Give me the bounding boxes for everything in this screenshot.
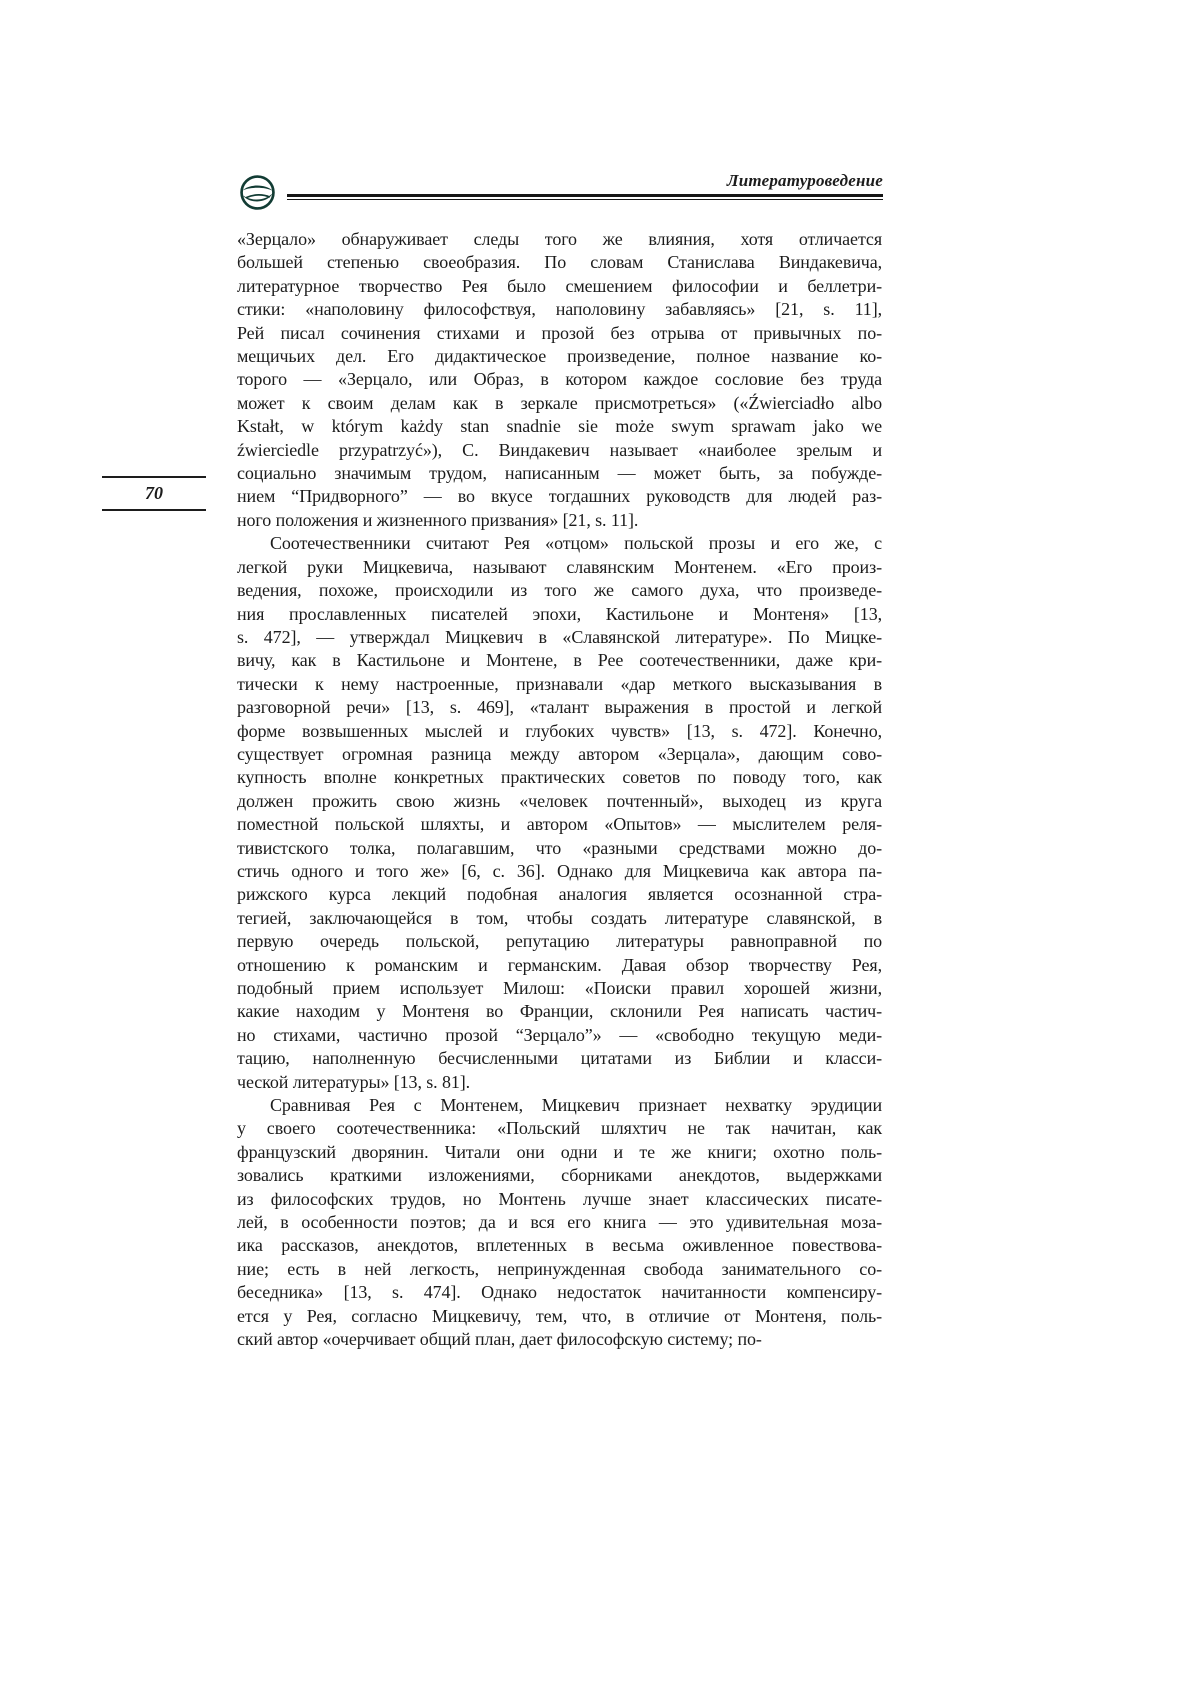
text-line: ика рассказов, анекдотов, вплетенных в весьма оживленное повествова-: [237, 1235, 882, 1256]
text-line: торого — «Зерцало, или Образ, в котором каждое сословие без труда: [237, 369, 882, 390]
text-line: тегией, заключающейся в том, чтобы создать литературе славянской, в: [237, 907, 882, 928]
header-rule-area: [287, 170, 883, 200]
text-line: тацию, наполненную бесчисленными цитатами из Библии и класси-: [237, 1048, 882, 1069]
paragraph: [237, 1094, 882, 1351]
text-line: ется у Рея, согласно Мицкевичу, тем, что, в отличие от Монтеня, поль-: [237, 1305, 882, 1326]
text-line: купность вполне конкретных практических советов по поводу того, как: [237, 767, 882, 788]
text-line: первую очередь польской, репутацию литературы равноправной по: [237, 931, 882, 952]
text-line: Соотечественники считают Рея «отцом» польской прозы и его же, с: [270, 533, 882, 554]
journal-logo-icon: [239, 174, 276, 211]
text-line: форме возвышенных мыслей и глубоких чувств» [13, s. 472]. Конечно,: [237, 720, 882, 741]
text-line: у своего соотечественника: «Польский шляхтич не так начитан, как: [237, 1118, 882, 1139]
header-rule: [287, 194, 883, 200]
text-line: французский дворянин. Читали они одни и те же книги; охотно поль-: [237, 1141, 882, 1162]
text-line: «Зерцало» обнаруживает следы того же влияния, хотя отличается: [237, 229, 882, 249]
text-line: ного положения и жизненного призвания» [21, s. 11].: [237, 509, 639, 530]
text-line: литературное творчество Рея было смешением философии и беллетри-: [237, 275, 882, 296]
text-line: но стихами, частично прозой “Зерцало”» — «свободно текущую меди-: [237, 1024, 882, 1045]
text-line: поместной польской шляхты, и автором «Опытов» — мыслителем реля-: [237, 814, 882, 835]
text-column: [237, 228, 882, 1352]
text-line: подобный прием использует Милош: «Поиски правил хорошей жизни,: [237, 978, 882, 998]
text-line: Kstałt, w którym każdy stan snadnie sie może swym sprawam jako we: [237, 416, 882, 437]
text-line: существует огромная разница между автором «Зерцала», дающим сово-: [237, 743, 882, 764]
text-line: беседника» [13, s. 474]. Однако недостаток начитанности компенсиру-: [237, 1282, 882, 1303]
running-head: Литературоведение: [726, 171, 883, 190]
text-line: Сравнивая Рея с Монтенем, Мицкевич признает нехватку эрудиции: [270, 1095, 882, 1116]
text-line: большей степенью своеобразия. По словам Станислава Виндакевича,: [237, 252, 882, 273]
text-line: из философских трудов, но Монтень лучше знает классических писате-: [237, 1188, 882, 1209]
text-line: социально значимым трудом, написанным — может быть, за побужде-: [237, 463, 882, 484]
text-line: лей, в особенности поэтов; да и вся его книга — это удивительная моза-: [237, 1212, 882, 1233]
text-line: ния прославленных писателей эпохи, Кастильоне и Монтеня» [13,: [237, 603, 882, 624]
text-line: мещичьих дел. Его дидактическое произведение, полное название ко-: [237, 346, 882, 367]
text-line: ческой литературы» [13, s. 81].: [237, 1071, 471, 1092]
page-header: [237, 170, 883, 214]
text-line: ведения, похоже, происходили из того же самого духа, что произведе-: [237, 580, 882, 601]
text-line: легкой руки Мицкевича, называют славянским Монтенем. «Его произ-: [237, 556, 882, 577]
text-line: разговорной речи» [13, s. 469], «талант выражения в простой и легкой: [237, 697, 882, 718]
text-line: зовались краткими изложениями, сборниками анекдотов, выдержками: [237, 1165, 882, 1186]
text-line: какие находим у Монтеня во Франции, склонили Рея написать частич-: [237, 1001, 882, 1022]
paragraph: [237, 228, 882, 532]
text-line: źwierciedle przypatrzyć»), С. Виндакевич называет «наиболее зрелым и: [237, 439, 882, 460]
paragraph: [237, 532, 882, 1094]
text-line: тически к нему настроенные, признавали «дар меткого высказывания в: [237, 673, 882, 694]
text-line: рижского курса лекций подобная аналогия является осознанной стра-: [237, 884, 882, 905]
text-line: стичь одного и того же» [6, с. 36]. Однако для Мицкевича как автора па-: [237, 860, 882, 881]
text-line: должен прожить свою жизнь «человек почтенный», выходец из круга: [237, 790, 882, 811]
text-line: стики: «наполовину философствуя, наполовину забавляясь» [21, s. 11],: [237, 299, 882, 320]
text-line: вичу, как в Кастильоне и Монтене, в Рее соотечественники, даже кри-: [237, 650, 882, 671]
text-line: тивистского толка, полагавшим, что «разными средствами можно до-: [237, 837, 882, 858]
text-line: нием “Придворного” — во вкусе тогдашних руководств для людей раз-: [237, 486, 882, 507]
text-line: может к своим делам как в зеркале присмотреться» («Źwierciadło albo: [237, 392, 882, 413]
text-line: отношению к романским и германским. Давая обзор творчеству Рея,: [237, 954, 882, 975]
text-line: ский автор «очерчивает общий план, дает философскую систему; по-: [237, 1329, 762, 1350]
page-number: 70: [102, 476, 206, 511]
text-line: Рей писал сочинения стихами и прозой без отрыва от привычных по-: [237, 322, 882, 343]
text-line: ние; есть в ней легкость, непринужденная свобода занимательного со-: [237, 1258, 882, 1279]
text-line: s. 472], — утверждал Мицкевич в «Славянской литературе». По Мицке-: [237, 626, 882, 647]
